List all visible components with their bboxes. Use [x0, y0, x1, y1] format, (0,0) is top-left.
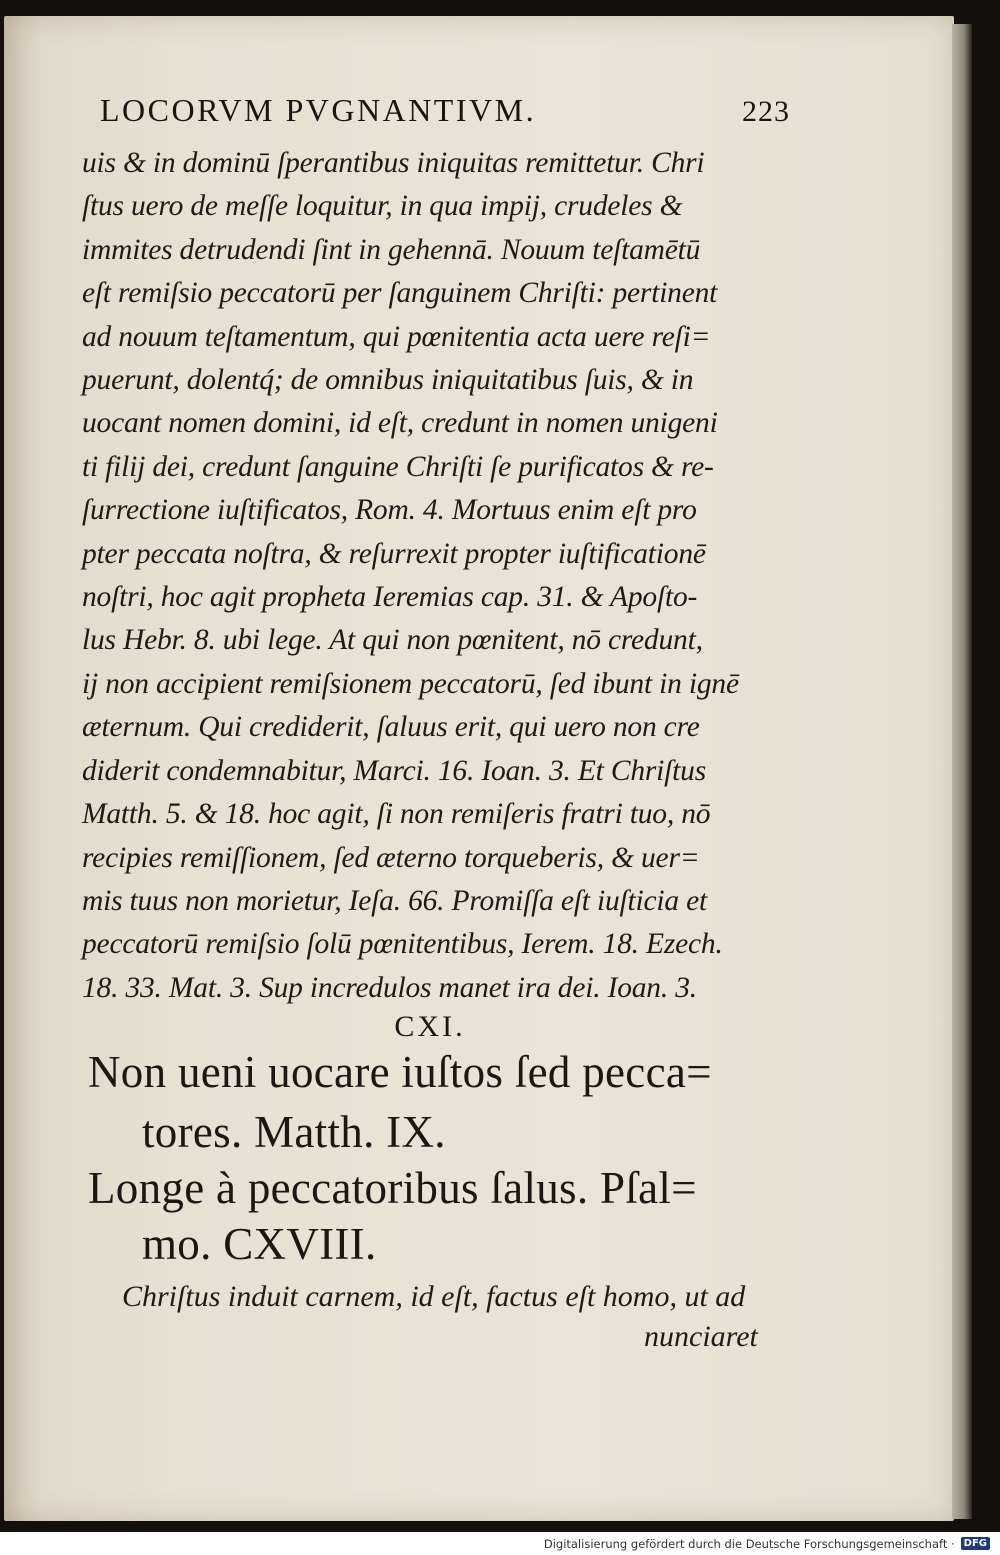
text-line: peccatorū remiſsio ſolū pœnitentibus, Ierem. 18. Ezech.: [82, 928, 723, 961]
text-line: Matth. 5. & 18. hoc agit, ſi non remiſeris fratri tuo, nō: [82, 798, 711, 831]
text-line: ſurrectione iuſtificatos, Rom. 4. Mortuus enim eſt pro: [82, 494, 697, 527]
page-edge: [952, 24, 972, 1519]
section-heading-line: Longe à peccatoribus ſalus. Pſal=: [88, 1163, 697, 1213]
text-line: immites detrudendi ſint in gehennā. Nouum teſtamētū: [82, 233, 701, 266]
text-line: ij non accipient remiſsionem peccatorū, ſed ibunt in ignē: [82, 667, 739, 700]
running-title: LOCORVM PVGNANTIVM.: [100, 92, 537, 128]
text-line: puerunt, dolentq́; de omnibus iniquitatibus ſuis, & in: [82, 364, 694, 397]
text-line: pter peccata noſtra, & reſurrexit propter iuſtificationē: [82, 537, 706, 570]
text-line: ti filij dei, credunt ſanguine Chriſti ſe purificatos & re-: [82, 450, 714, 483]
section-heading-line: Non ueni uocare iuſtos ſed pecca=: [88, 1047, 712, 1097]
text-line: noſtri, hoc agit propheta Ieremias cap. 31. & Apoſto-: [82, 581, 698, 614]
text-line: mis tuus non morietur, Ieſa. 66. Promiſſa eſt iuſticia et: [82, 884, 707, 917]
text-line: recipies remiſſionem, ſed æterno torqueberis, & uer=: [82, 841, 700, 874]
body-text: [82, 142, 774, 1010]
text-line: uis & in dominū ſperantibus iniquitas remittetur. Chri: [82, 147, 705, 179]
page-number: 223: [742, 95, 790, 128]
text-line: diderit condemnabitur, Marci. 16. Ioan. 3. Et Chriſtus: [82, 754, 706, 787]
digitization-footer: [0, 1532, 1000, 1555]
text-line: æternum. Qui crediderit, ſaluus erit, qui uero non cre: [82, 711, 700, 744]
text-line: 18. 33. Mat. 3. Sup incredulos manet ira dei. Ioan. 3.: [82, 971, 697, 1004]
section-heading-line: mo. CXVIII.: [142, 1219, 377, 1269]
text-line: ad nouum teſtamentum, qui pœnitentia acta uere reſi=: [82, 320, 711, 353]
page-header: [100, 92, 790, 129]
dfg-logo-icon: DFG: [961, 1537, 990, 1550]
closing-text-line: Chriſtus induit carnem, id eſt, factus eſt homo, ut ad: [122, 1280, 746, 1313]
text-line: lus Hebr. 8. ubi lege. At qui non pœnitent, nō credunt,: [82, 624, 703, 657]
section-heading-line: tores. Matth. IX.: [142, 1107, 446, 1157]
text-line: ſtus uero de meſſe loquitur, in qua impij, crudeles &: [82, 190, 683, 223]
section-number: CXI.: [394, 1010, 466, 1043]
catchword: nunciaret: [644, 1320, 758, 1353]
funding-credit: Digitalisierung gefördert durch die Deutsche Forschungsgemeinschaft ·: [543, 1536, 955, 1551]
text-line: uocant nomen domini, id eſt, credunt in nomen unigeni: [82, 407, 718, 440]
text-line: eſt remiſsio peccatorū per ſanguinem Chriſti: pertinent: [82, 277, 718, 310]
